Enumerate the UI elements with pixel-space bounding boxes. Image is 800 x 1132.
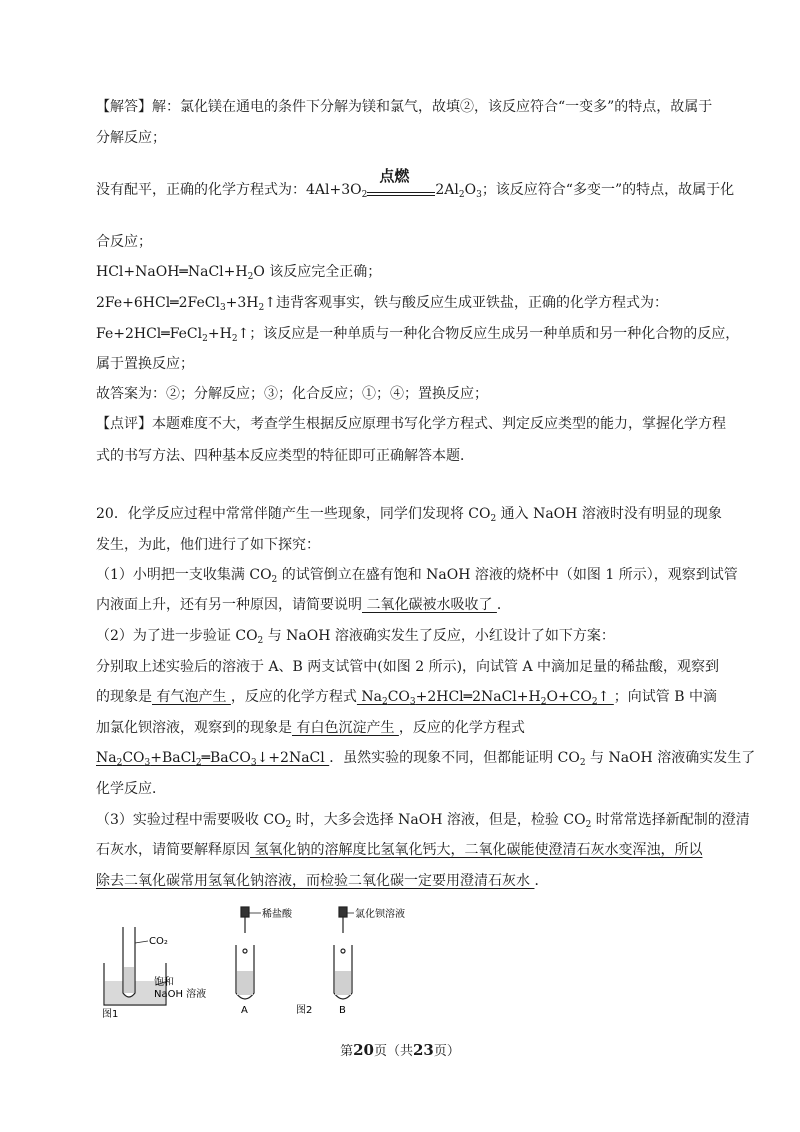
answer-line-2: 分解反应； [96,130,166,146]
answer-blank-4: 有白色沉淀产生 [292,720,399,736]
figure-2-caption: 图2 [296,1005,313,1016]
q20-line-8: 加氯化钡溶液，观察到的现象是 有白色沉淀产生 ，反应的化学方程式 [96,720,525,736]
answer-line-4: 合反应； [96,234,152,250]
answer-line-9: 故答案为：②；分解反应；③；化合反应；①；④；置换反应； [96,386,488,402]
q20-line-3: （1）小明把一支收集满 $CO_2$ 的试管倒立在盛有饱和 NaOH 溶液的烧杯中（如图 1 所示），观察到试管 [96,567,738,585]
q20-line-1: 20．化学反应过程中常常伴随产生一些现象，同学们发现将 $CO_2$ 通入 NaOH 溶液时没有明显的现象 [96,506,722,524]
answer-line-8: 属于置换反应； [96,356,194,372]
q20-line-4: 内液面上升，还有另一种原因，请简要说明 二氧化碳被水吸收了 ． [96,597,511,613]
q20-line-5: （2）为了进一步验证 $CO_2$ 与 NaOH 溶液确实发生了反应，小红设计了如下方案： [96,628,615,646]
co2-label: CO₂ [149,936,168,947]
comment-line-2: 式的书写方法、四种基本反应类型的特征即可正确解答本题． [96,448,474,464]
answer-line-7: $Fe+2HCl═FeCl_2+H_2↑$；该反应是一种单质与一种化合物反应生成另一种单质和另一种化合物的反应， [96,326,740,344]
q20-line-6: 分别取上述实验后的溶液于 A、B 两支试管中(如图 2 所示)，向试管 A 中滴加足量的稀盐酸，观察到 [96,659,720,675]
answer-blank-5: $Na_2CO_3+BaCl_2═BaCO_3↓+2NaCl$ [96,750,330,768]
q20-line-7: 的现象是 有气泡产生 ，反应的化学方程式 $Na_2CO_3+2HCl═2NaCl+H_2O+CO_2↑$ ；向试管 B 中滴 [96,689,717,707]
answer-line-5: $HCl+NaOH═NaCl+H_2O$ 该反应完全正确； [96,264,382,282]
answer-line-6: $2Fe+6HCl═2FeCl_3+3H_2↑$违背客观事实，铁与酸反应生成亚铁盐，正确的化学方程式为： [96,295,668,313]
bacl2-label: 氯化钡溶液 [355,909,405,920]
answer-blank-6: 氢氧化钠的溶解度比氢氧化钙大，二氧化碳能使澄清石灰水变浑浊，所以 [250,842,703,858]
answer-blank-1: 二氧化碳被水吸收了 [362,597,497,613]
answer-blank-6-cont: 除去二氧化碳常用氢氧化钠溶液，而检验二氧化碳一定要用澄清石灰水 [96,873,535,889]
q20-line-9: $Na_2CO_3+BaCl_2═BaCO_3↓+2NaCl$ ．虽然实验的现象不同，但都能证明 $CO_2$ 与 NaOH 溶液确实发生了 [96,750,756,768]
answer-line-3: 没有配平，正确的化学方程式为：$4Al+3O_2$ 点燃 $2Al_2O_3$；该反应符合“多变一”的特点，故属于化 [96,167,735,200]
naoh-label: NaOH 溶液 [154,989,207,1000]
reaction-condition: 点燃 [367,180,435,200]
page-number: 20 [353,1041,374,1059]
experiment-figure [96,905,405,1020]
tube-b-label: B [339,1005,346,1016]
hcl-label: 稀盐酸 [262,909,292,920]
test-tube-b [334,907,354,999]
comment-line-1: 【点评】本题难度不大，考查学生根据反应原理书写化学方程式、判定反应类型的能力，掌握化学方程 [96,416,726,432]
q20-line-12: 石灰水，请简要解释原因 氢氧化钠的溶解度比氢氧化钙大，二氧化碳能使澄清石灰水变浑浊，所以 [96,842,703,858]
saturated-label: 饱和 [154,977,174,988]
test-tube-a [236,907,261,999]
total-pages: 23 [413,1041,434,1059]
answer-blank-2: 有气泡产生 [152,689,231,705]
answer-line-1: 【解答】解：氯化镁在通电的条件下分解为镁和氯气，故填②，该反应符合“一变多”的特点，故属于 [96,99,713,115]
q20-line-2: 发生，为此，他们进行了如下探究： [96,537,320,553]
answer-blank-3: $Na_2CO_3+2HCl═2NaCl+H_2O+CO_2↑$ [356,689,614,707]
page-footer: 第20页（共23页） [340,1041,460,1059]
tube-a-label: A [241,1005,248,1016]
q20-line-11: （3）实验过程中需要吸收 $CO_2$ 时，大多会选择 NaOH 溶液，但是，检验 $CO_2$ 时常常选择新配制的澄清 [96,812,750,830]
q20-line-10: 化学反应． [96,781,166,797]
figure-1-caption: 图1 [102,1009,119,1020]
experiment-diagram [96,905,405,1020]
q20-line-13: 除去二氧化碳常用氢氧化钠溶液，而检验二氧化碳一定要用澄清石灰水 ． [96,873,549,889]
